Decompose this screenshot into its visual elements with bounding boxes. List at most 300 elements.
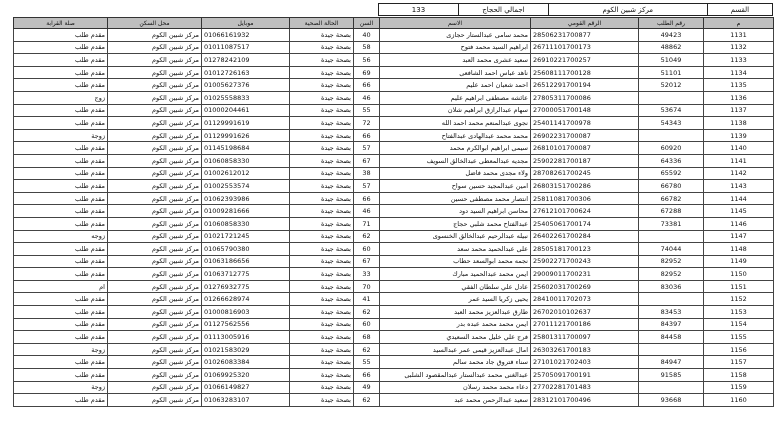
- cell-health-status: بصحة جيدة: [290, 293, 354, 306]
- cell-request-number: 51049: [639, 54, 704, 67]
- cell-serial: 1147: [704, 230, 774, 243]
- cell-mobile: 01129991626: [202, 129, 290, 142]
- column-header-serial: م: [704, 18, 774, 29]
- cell-age: 60: [354, 318, 380, 331]
- cell-mobile: 01021721245: [202, 230, 290, 243]
- cell-national-id: 28312101700496: [531, 394, 639, 407]
- cell-mobile: 01000816903: [202, 306, 290, 319]
- cell-relation: ام: [14, 280, 108, 293]
- cell-request-number: [639, 230, 704, 243]
- cell-national-id: 26702010102637: [531, 306, 639, 319]
- cell-age: 72: [354, 117, 380, 130]
- cell-age: 62: [354, 230, 380, 243]
- cell-name: محمد محمد عبدالهادى عبدالفتاح: [380, 129, 531, 142]
- cell-residence: مركز شبين الكوم: [108, 381, 202, 394]
- cell-national-id: 26902231700087: [531, 129, 639, 142]
- cell-health-status: بصحة جيدة: [290, 54, 354, 67]
- cell-mobile: 01012726163: [202, 66, 290, 79]
- cell-age: 67: [354, 255, 380, 268]
- table-row: [14, 306, 774, 319]
- cell-residence: مركز شبين الكوم: [108, 91, 202, 104]
- cell-serial: 1144: [704, 192, 774, 205]
- cell-national-id: 27101021702403: [531, 356, 639, 369]
- cell-serial: 1132: [704, 41, 774, 54]
- cell-name: سيمى ابراهيم ابوالكرم محمد: [380, 142, 531, 155]
- cell-name: احمد شعبان احمد عليم: [380, 79, 531, 92]
- cell-relation: زوجة: [14, 343, 108, 356]
- cell-health-status: بصحة جيدة: [290, 381, 354, 394]
- cell-national-id: 28708261700245: [531, 167, 639, 180]
- cell-name: دعاء محمد محمد رسلان: [380, 381, 531, 394]
- cell-age: 55: [354, 104, 380, 117]
- cell-residence: مركز شبين الكوم: [108, 205, 202, 218]
- cell-mobile: 01266628974: [202, 293, 290, 306]
- cell-age: 60: [354, 243, 380, 256]
- cell-mobile: 01011087517: [202, 41, 290, 54]
- cell-national-id: 26810101700087: [531, 142, 639, 155]
- cell-mobile: 01063283107: [202, 394, 290, 407]
- cell-name: مجديه عبدالمعطى عبدالخالق السويف: [380, 154, 531, 167]
- cell-national-id: 26512291700194: [531, 79, 639, 92]
- cell-serial: 1154: [704, 318, 774, 331]
- cell-age: 56: [354, 54, 380, 67]
- table-row: [14, 117, 774, 130]
- cell-serial: 1153: [704, 306, 774, 319]
- cell-mobile: 01127562556: [202, 318, 290, 331]
- cell-relation: مقدم طلب: [14, 255, 108, 268]
- table-row: [14, 142, 774, 155]
- cell-mobile: 01002553574: [202, 180, 290, 193]
- cell-relation: مقدم طلب: [14, 268, 108, 281]
- cell-residence: مركز شبين الكوم: [108, 369, 202, 382]
- cell-national-id: 26803151700286: [531, 180, 639, 193]
- cell-mobile: 01066161932: [202, 29, 290, 42]
- cell-health-status: بصحة جيدة: [290, 192, 354, 205]
- cell-request-number: 83036: [639, 280, 704, 293]
- cell-residence: مركز شبين الكوم: [108, 79, 202, 92]
- cell-residence: مركز شبين الكوم: [108, 154, 202, 167]
- cell-mobile: 01278242109: [202, 54, 290, 67]
- table-row: [14, 129, 774, 142]
- cell-relation: مقدم طلب: [14, 217, 108, 230]
- cell-request-number: [639, 129, 704, 142]
- table-row: [14, 104, 774, 117]
- cell-health-status: بصحة جيدة: [290, 369, 354, 382]
- cell-serial: 1140: [704, 142, 774, 155]
- cell-request-number: 66780: [639, 180, 704, 193]
- cell-name: سعيد عبدالرحمن محمد عبد: [380, 394, 531, 407]
- table-row: [14, 293, 774, 306]
- cell-name: سهام عبدالرازق ابراهيم شلان: [380, 104, 531, 117]
- cell-health-status: بصحة جيدة: [290, 306, 354, 319]
- cell-age: 33: [354, 268, 380, 281]
- cell-serial: 1156: [704, 343, 774, 356]
- cell-national-id: 25602031700269: [531, 280, 639, 293]
- cell-mobile: 01021583029: [202, 343, 290, 356]
- table-row: [14, 394, 774, 407]
- cell-national-id: 25608111700128: [531, 66, 639, 79]
- cell-request-number: [639, 343, 704, 356]
- table-row: [14, 369, 774, 382]
- cell-residence: مركز شبين الكوم: [108, 318, 202, 331]
- column-header-name: الاسم: [380, 18, 531, 29]
- cell-name: امال عبدالعزيز قيمى عمر عبدالسيد: [380, 343, 531, 356]
- cell-residence: مركز شبين الكوم: [108, 268, 202, 281]
- cell-request-number: 53674: [639, 104, 704, 117]
- table-header: [14, 18, 774, 29]
- cell-name: على عبدالحميد محمد سعد: [380, 243, 531, 256]
- cell-serial: 1151: [704, 280, 774, 293]
- cell-residence: مركز شبين الكوم: [108, 180, 202, 193]
- cell-national-id: 29009011700231: [531, 268, 639, 281]
- center-name: مركز شبين الكوم: [548, 4, 707, 16]
- cell-health-status: بصحة جيدة: [290, 180, 354, 193]
- table-row: [14, 230, 774, 243]
- cell-health-status: بصحة جيدة: [290, 217, 354, 230]
- table-row: [14, 91, 774, 104]
- cell-name: محمد سامى عبدالستار حجازى: [380, 29, 531, 42]
- cell-name: عبدالفتاح محمد شلبي حجاج: [380, 217, 531, 230]
- cell-serial: 1131: [704, 29, 774, 42]
- cell-residence: مركز شبين الكوم: [108, 217, 202, 230]
- cell-health-status: بصحة جيدة: [290, 394, 354, 407]
- cell-serial: 1143: [704, 180, 774, 193]
- cell-age: 71: [354, 217, 380, 230]
- cell-relation: مقدم طلب: [14, 192, 108, 205]
- cell-relation: مقدم طلب: [14, 54, 108, 67]
- cell-mobile: 01026083384: [202, 356, 290, 369]
- cell-relation: مقدم طلب: [14, 79, 108, 92]
- cell-national-id: 28410011702073: [531, 293, 639, 306]
- table-row: [14, 381, 774, 394]
- cell-relation: مقدم طلب: [14, 29, 108, 42]
- table-row: [14, 180, 774, 193]
- cell-serial: 1135: [704, 79, 774, 92]
- cell-mobile: 01063186656: [202, 255, 290, 268]
- cell-health-status: بصحة جيدة: [290, 230, 354, 243]
- cell-health-status: بصحة جيدة: [290, 243, 354, 256]
- table-row: [14, 343, 774, 356]
- cell-residence: مركز شبين الكوم: [108, 331, 202, 344]
- cell-request-number: 67288: [639, 205, 704, 218]
- cell-serial: 1142: [704, 167, 774, 180]
- cell-serial: 1139: [704, 129, 774, 142]
- cell-request-number: 84458: [639, 331, 704, 344]
- cell-relation: مقدم طلب: [14, 117, 108, 130]
- cell-relation: مقدم طلب: [14, 154, 108, 167]
- cell-health-status: بصحة جيدة: [290, 268, 354, 281]
- cell-name: ولاء مجدى محمد فاضل: [380, 167, 531, 180]
- table-row: [14, 41, 774, 54]
- cell-relation: زوجة: [14, 129, 108, 142]
- cell-name: ايمن محمد عبدالحميد مبارك: [380, 268, 531, 281]
- column-header-national-id: الرقم القومي: [531, 18, 639, 29]
- cell-national-id: 28505181700123: [531, 243, 639, 256]
- table-row: [14, 217, 774, 230]
- cell-name: نبيله عبدالرحيم عبدالخالق الخنسوى: [380, 230, 531, 243]
- cell-relation: مقدم طلب: [14, 205, 108, 218]
- cell-serial: 1146: [704, 217, 774, 230]
- table-row: [14, 268, 774, 281]
- cell-mobile: 01002612012: [202, 167, 290, 180]
- cell-request-number: 73381: [639, 217, 704, 230]
- cell-age: 57: [354, 142, 380, 155]
- cell-mobile: 01060858330: [202, 154, 290, 167]
- cell-health-status: بصحة جيدة: [290, 129, 354, 142]
- cell-mobile: 01276932775: [202, 280, 290, 293]
- cell-request-number: 74044: [639, 243, 704, 256]
- cell-national-id: 26402261700284: [531, 230, 639, 243]
- table-body: [14, 29, 774, 407]
- cell-age: 40: [354, 29, 380, 42]
- cell-request-number: 49423: [639, 29, 704, 42]
- cell-request-number: 93668: [639, 394, 704, 407]
- cell-age: 62: [354, 306, 380, 319]
- column-header-mobile: موبايل: [202, 18, 290, 29]
- cell-national-id: 26711101700173: [531, 41, 639, 54]
- cell-name: ابراهيم السيد محمد فتوح: [380, 41, 531, 54]
- cell-serial: 1157: [704, 356, 774, 369]
- cell-name: امين عبدالمجيد حسين سواح: [380, 180, 531, 193]
- cell-request-number: [639, 293, 704, 306]
- cell-serial: 1160: [704, 394, 774, 407]
- table-row: [14, 255, 774, 268]
- cell-residence: مركز شبين الكوم: [108, 29, 202, 42]
- cell-name: طارق عبدالعزيز محمد العبد: [380, 306, 531, 319]
- cell-health-status: بصحة جيدة: [290, 255, 354, 268]
- cell-name: ناهد عباس احمد الشافعى: [380, 66, 531, 79]
- cell-name: ايمن محمد محمد عبده بدر: [380, 318, 531, 331]
- cell-national-id: 27000051700148: [531, 104, 639, 117]
- cell-health-status: بصحة جيدة: [290, 79, 354, 92]
- cell-residence: مركز شبين الكوم: [108, 167, 202, 180]
- cell-residence: مركز شبين الكوم: [108, 192, 202, 205]
- cell-age: 55: [354, 356, 380, 369]
- cell-age: 68: [354, 331, 380, 344]
- cell-relation: مقدم طلب: [14, 394, 108, 407]
- cell-name: عادل علي سلطان الفقي: [380, 280, 531, 293]
- cell-name: نجوى عبدالمنعم محمد احمد الله: [380, 117, 531, 130]
- cell-age: 69: [354, 66, 380, 79]
- cell-serial: 1155: [704, 331, 774, 344]
- table-row: [14, 79, 774, 92]
- cell-serial: 1158: [704, 369, 774, 382]
- cell-mobile: 01145198684: [202, 142, 290, 155]
- table-row: [14, 331, 774, 344]
- column-header-residence: محل السكن: [108, 18, 202, 29]
- cell-residence: مركز شبين الكوم: [108, 129, 202, 142]
- cell-age: 67: [354, 154, 380, 167]
- cell-health-status: بصحة جيدة: [290, 331, 354, 344]
- cell-health-status: بصحة جيدة: [290, 142, 354, 155]
- cell-residence: مركز شبين الكوم: [108, 255, 202, 268]
- cell-mobile: 01065790380: [202, 243, 290, 256]
- cell-health-status: بصحة جيدة: [290, 66, 354, 79]
- cell-serial: 1134: [704, 66, 774, 79]
- cell-request-number: 82952: [639, 255, 704, 268]
- cell-health-status: بصحة جيدة: [290, 205, 354, 218]
- cell-national-id: 25811081700306: [531, 192, 639, 205]
- table-row: [14, 54, 774, 67]
- column-header-request-number: رقم الطلب: [639, 18, 704, 29]
- cell-relation: مقدم طلب: [14, 180, 108, 193]
- cell-national-id: 27805311700086: [531, 91, 639, 104]
- cell-relation: مقدم طلب: [14, 66, 108, 79]
- cell-health-status: بصحة جيدة: [290, 91, 354, 104]
- table-row: [14, 243, 774, 256]
- cell-request-number: 60920: [639, 142, 704, 155]
- total-label: اجمالي الحجاج: [458, 4, 548, 16]
- cell-mobile: 01060858330: [202, 217, 290, 230]
- cell-residence: مركز شبين الكوم: [108, 394, 202, 407]
- cell-national-id: 28506231700877: [531, 29, 639, 42]
- cell-residence: مركز شبين الكوم: [108, 66, 202, 79]
- cell-relation: مقدم طلب: [14, 167, 108, 180]
- cell-relation: مقدم طلب: [14, 142, 108, 155]
- cell-request-number: 66782: [639, 192, 704, 205]
- cell-serial: 1149: [704, 255, 774, 268]
- cell-age: 57: [354, 180, 380, 193]
- table-row: [14, 205, 774, 218]
- cell-health-status: بصحة جيدة: [290, 29, 354, 42]
- cell-age: 66: [354, 192, 380, 205]
- cell-mobile: 01129991619: [202, 117, 290, 130]
- cell-request-number: 84397: [639, 318, 704, 331]
- cell-serial: 1152: [704, 293, 774, 306]
- cell-relation: زوجة: [14, 381, 108, 394]
- cell-residence: مركز شبين الكوم: [108, 142, 202, 155]
- cell-relation: مقدم طلب: [14, 306, 108, 319]
- cell-serial: 1137: [704, 104, 774, 117]
- cell-residence: مركز شبين الكوم: [108, 117, 202, 130]
- table-row: [14, 154, 774, 167]
- cell-health-status: بصحة جيدة: [290, 167, 354, 180]
- cell-relation: مقدم طلب: [14, 318, 108, 331]
- cell-name: نجمه محمد ابوالسعد حطاب: [380, 255, 531, 268]
- cell-serial: 1138: [704, 117, 774, 130]
- cell-residence: مركز شبين الكوم: [108, 293, 202, 306]
- cell-mobile: 01009281666: [202, 205, 290, 218]
- cell-serial: 1148: [704, 243, 774, 256]
- cell-residence: مركز شبين الكوم: [108, 230, 202, 243]
- cell-mobile: 01025558833: [202, 91, 290, 104]
- cell-name: يحيى زكريا السيد عمر: [380, 293, 531, 306]
- cell-age: 58: [354, 41, 380, 54]
- summary-header: [378, 3, 773, 16]
- cell-health-status: بصحة جيدة: [290, 343, 354, 356]
- cell-mobile: 01113005916: [202, 331, 290, 344]
- cell-mobile: 01005627376: [202, 79, 290, 92]
- cell-relation: مقدم طلب: [14, 243, 108, 256]
- cell-serial: 1145: [704, 205, 774, 218]
- cell-national-id: 25902271700243: [531, 255, 639, 268]
- table-row: [14, 66, 774, 79]
- table-row: [14, 356, 774, 369]
- cell-residence: مركز شبين الكوم: [108, 104, 202, 117]
- cell-request-number: 54343: [639, 117, 704, 130]
- cell-relation: مقدم طلب: [14, 41, 108, 54]
- cell-residence: مركز شبين الكوم: [108, 280, 202, 293]
- cell-relation: زوجه: [14, 230, 108, 243]
- cell-mobile: 01062393986: [202, 192, 290, 205]
- cell-age: 62: [354, 343, 380, 356]
- cell-relation: مقدم طلب: [14, 293, 108, 306]
- cell-serial: 1136: [704, 91, 774, 104]
- total-value: 133: [379, 4, 459, 16]
- cell-health-status: بصحة جيدة: [290, 104, 354, 117]
- table-row: [14, 167, 774, 180]
- cell-residence: مركز شبين الكوم: [108, 356, 202, 369]
- cell-national-id: 25405061700174: [531, 217, 639, 230]
- cell-health-status: بصحة جيدة: [290, 280, 354, 293]
- cell-serial: 1150: [704, 268, 774, 281]
- table-row: [14, 318, 774, 331]
- cell-age: 46: [354, 91, 380, 104]
- cell-age: 66: [354, 369, 380, 382]
- cell-residence: مركز شبين الكوم: [108, 306, 202, 319]
- cell-relation: مقدم طلب: [14, 356, 108, 369]
- cell-name: فرج علي خليل محمد السعيدي: [380, 331, 531, 344]
- cell-residence: مركز شبين الكوم: [108, 54, 202, 67]
- cell-mobile: 01066149827: [202, 381, 290, 394]
- cell-age: 66: [354, 79, 380, 92]
- cell-request-number: 84947: [639, 356, 704, 369]
- cell-name: انتصار محمد مصطفى حسين: [380, 192, 531, 205]
- cell-age: 49: [354, 381, 380, 394]
- cell-relation: زوج: [14, 91, 108, 104]
- cell-national-id: 26910221700257: [531, 54, 639, 67]
- table-row: [14, 29, 774, 42]
- cell-national-id: 26303261700183: [531, 343, 639, 356]
- cell-request-number: 48862: [639, 41, 704, 54]
- section-label: القسم: [707, 4, 772, 16]
- cell-relation: مقدم طلب: [14, 104, 108, 117]
- cell-mobile: 01063712775: [202, 268, 290, 281]
- cell-age: 62: [354, 394, 380, 407]
- cell-request-number: 82952: [639, 268, 704, 281]
- cell-national-id: 25902281700187: [531, 154, 639, 167]
- cell-age: 70: [354, 280, 380, 293]
- cell-mobile: 01000204461: [202, 104, 290, 117]
- cell-health-status: بصحة جيدة: [290, 154, 354, 167]
- cell-residence: مركز شبين الكوم: [108, 343, 202, 356]
- table-row: [14, 280, 774, 293]
- cell-request-number: 51101: [639, 66, 704, 79]
- cell-serial: 1141: [704, 154, 774, 167]
- cell-health-status: بصحة جيدة: [290, 356, 354, 369]
- cell-national-id: 27612101700624: [531, 205, 639, 218]
- pilgrims-table: [13, 17, 774, 407]
- column-header-age: السن: [354, 18, 380, 29]
- cell-national-id: 25401141700978: [531, 117, 639, 130]
- cell-age: 38: [354, 167, 380, 180]
- cell-request-number: 65592: [639, 167, 704, 180]
- cell-name: عبدالغنى محمد عبدالستار عبدالمقصود الشلبى: [380, 369, 531, 382]
- cell-age: 66: [354, 129, 380, 142]
- cell-relation: مقدم طلب: [14, 331, 108, 344]
- cell-request-number: [639, 381, 704, 394]
- cell-health-status: بصحة جيدة: [290, 117, 354, 130]
- cell-national-id: 27011121700186: [531, 318, 639, 331]
- cell-health-status: بصحة جيدة: [290, 41, 354, 54]
- cell-name: محاسن ابراهيم السيد دود: [380, 205, 531, 218]
- cell-name: سعيد عشرى محمد العبد: [380, 54, 531, 67]
- cell-age: 41: [354, 293, 380, 306]
- cell-name: عائشه مصطفى ابراهيم عليم: [380, 91, 531, 104]
- cell-residence: مركز شبين الكوم: [108, 41, 202, 54]
- cell-mobile: 01069925320: [202, 369, 290, 382]
- cell-national-id: 25801311700097: [531, 331, 639, 344]
